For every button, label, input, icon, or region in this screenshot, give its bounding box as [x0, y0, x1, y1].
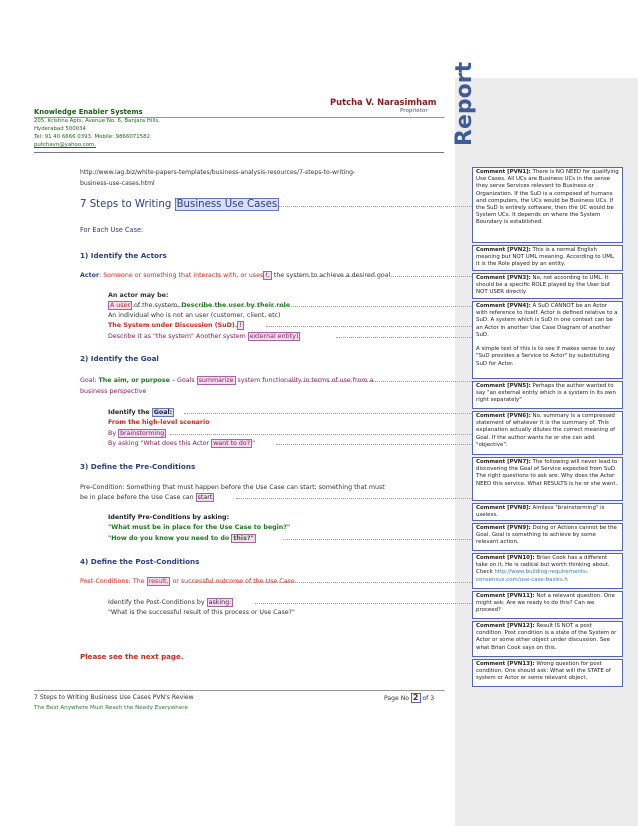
report-label: Report [452, 61, 477, 146]
comment-anchor[interactable]: external entity) [249, 333, 299, 340]
comment-pvn5[interactable]: Comment [PVN5]: Perhaps the author wanted to say "an external entity which is a system in its own right separately" [472, 381, 623, 409]
footer-page-number: Page No 2 of 3 [384, 693, 435, 702]
author-role: Proprietor [400, 108, 428, 114]
precondition-question: "What must be in place for the Use Case to begin?" [108, 524, 291, 531]
comment-anchor[interactable]: result, [148, 578, 169, 585]
section-heading: 3) Define the Pre-Conditions [80, 462, 196, 471]
actor-individual: An individual who is not an user (customer, client, etc) [108, 312, 281, 319]
comment-connector [182, 582, 472, 583]
comment-anchor[interactable]: this?" [233, 535, 254, 542]
comment-connector [296, 276, 472, 277]
company-name: Knowledge Enabler Systems [34, 108, 143, 116]
comment-link[interactable]: http://www.building-requirements-consensus.com/use-case-basics.h [476, 569, 588, 583]
comment-connector [336, 337, 472, 338]
section-heading: 4) Define the Post-Conditions [80, 557, 200, 566]
next-page-note: Please see the next page. [80, 652, 184, 661]
actor-other-system: Describe it as "the system" Another system external entity) [108, 333, 299, 340]
comment-connector [262, 381, 472, 382]
comment-anchor[interactable]: asking: [208, 599, 232, 606]
footer-tagline: The Best Anywhere Must Reach the Needy Everywhere [34, 705, 188, 711]
goal-definition-cont: business perspective [80, 388, 147, 395]
actor-may-be: An actor may be: [108, 292, 169, 299]
postcondition-question: "What is the successful result of this process or Use Case?" [108, 609, 295, 616]
comment-connector [128, 306, 472, 307]
email-link[interactable]: putchavn@yahoo.com, [34, 142, 96, 148]
comment-pvn7[interactable]: Comment [PVN7]: The following will never lead to discovering the Goal of Service expected from SuD. The right questions to ask are: Why does the Actor NEED this service. What RESULTS is he or she want. [472, 457, 623, 501]
comment-anchor[interactable]: brainstorming [120, 430, 165, 437]
precondition-question: "How do you know you need to do this?" [108, 535, 254, 542]
precondition-line: Pre-Condition: Something that must happen before the Use Case can start; something that must [80, 484, 385, 491]
comment-anchor[interactable]: A user [110, 302, 131, 309]
comment-anchor[interactable]: Goal: [153, 409, 173, 416]
comment-connector [170, 434, 472, 435]
address-line: Hyderabad 500034 [34, 126, 86, 132]
section-heading: 2) Identify the Goal [80, 354, 159, 363]
comment-pvn4[interactable]: Comment [PVN4]: A SuD CANNOT be an Actor with reference to itself. Actor is defined relative to a SuD. A system which is SuD in one context can be an Actor in another Use Case Diagram of another SuD. A simple test of this is to see if makes sense to say "SuD provides a Service to Actor" by substituting SuD for Actor. [472, 301, 623, 379]
comment-anchor[interactable]: want to do? [213, 440, 251, 447]
comment-pvn13[interactable]: Comment [PVN13]: Wrong question for post condition. One should ask: What will the STATE of system or Actor or some relevant object. [472, 659, 623, 687]
address-line: Tel: 91 40 6666 0393. Mobile: 9866071582 [34, 134, 150, 140]
comment-pvn12[interactable]: Comment [PVN12]: Result IS NOT a post condition. Post condition is a state of the System or Actor or some other object under discussion. See what Brian Cook says on this. [472, 621, 623, 657]
source-url-line[interactable]: business-use-cases.html [80, 180, 155, 187]
comment-pvn11[interactable]: Comment [PVN11]: Not a relevant question. One might ask: Are we ready to do this? Can we proceed? [472, 591, 623, 619]
comment-anchor[interactable]: start [197, 494, 213, 501]
actor-sud: The System under Discussion (SuD). ! [108, 322, 242, 329]
document-title: 7 Steps to Writing Business Use Cases [80, 199, 278, 210]
comment-connector [266, 326, 472, 327]
comment-connector [236, 498, 472, 499]
goal-asking: By asking "What does this Actor want to do? " [108, 440, 255, 447]
author-name: Putcha V. Narasimham [330, 97, 437, 107]
comment-pvn8[interactable]: Comment [PVN8]: Aimless "brainstorming" is useless. [472, 503, 623, 521]
source-url-line[interactable]: http://www.iag.biz/white-papers-templates/business-analysis-resources/7-steps-to-writing- [80, 169, 356, 176]
comment-connector [184, 413, 472, 414]
comment-pvn6[interactable]: Comment [PVN6]: No, summary is a compressed statement of whatever it is the summary of. This explanation actually dilutes the correct meaning of Goal. If the author wants he or she can add "objective". [472, 411, 623, 455]
address-line: 205, Krishna Apts, Avenue No. 6, Banjara Hills, [34, 118, 160, 124]
comment-pvn10[interactable]: Comment [PVN10]: Brian Cook has a different take on it. He is radical but worth thinking about. Check http://www.building-requirements-consensus.com/use-case-basics.h [472, 553, 623, 589]
goal-definition: Goal: The aim, or purpose – Goals summarize system functionality in terms of use from a [80, 377, 374, 384]
subtitle: For Each Use Case: [80, 226, 144, 234]
comment-anchor[interactable]: summarize [198, 377, 234, 384]
footer-title: 7 Steps to Writing Business Use Cases PVN's Review [34, 694, 194, 701]
comment-connector [276, 444, 472, 445]
actor-user: A user of the system. Describe the user by their role [110, 302, 291, 309]
comment-pvn2[interactable]: Comment [PVN2]: This is a normal English meaning but NOT UML meaning. According to UML it is the Role played by an entity. [472, 245, 623, 271]
identify-goal: Identify the Goal: [108, 409, 173, 416]
header-rule [34, 117, 444, 118]
section-heading: 1) Identify the Actors [80, 251, 167, 260]
comment-anchor[interactable]: Business Use Cases [176, 199, 278, 210]
goal-brainstorm: By brainstorming [108, 430, 165, 437]
goal-high-level: From the high-level scenario [108, 419, 210, 426]
comment-pvn3[interactable]: Comment [PVN3]: No, not according to UML. It should be a specific ROLE played by the User but NOT USER directly. [472, 273, 623, 299]
comment-pvn9[interactable]: Comment [PVN9]: Doing or Actions cannot be the Goal. Goal is something to achieve by some relevant action. [472, 523, 623, 551]
footer-rule [34, 690, 444, 691]
identify-postconditions: Identify the Post-Conditions by asking: [108, 599, 232, 606]
actor-definition: Actor: Someone or something that interacts with, or uses !, the system to achieve a desired goal [80, 272, 391, 279]
header-rule [34, 152, 444, 153]
postcondition-line: Post-Conditions: The result, or successful outcome of the Use Case [80, 578, 295, 585]
identify-preconditions: Identify Pre-Conditions by asking: [108, 514, 230, 521]
comment-pvn1[interactable]: Comment [PVN1]: There is NO NEED for qualifying Use Cases. All UCs are Business UCs in the sense they serve Services relevant to Business or Organization. If the SuD is a composed of humans and computers, the UCs would be Business UCs. If the SuD is entirely software, then the UC would be System UCs. It depends on where the System Boundary is established. [472, 167, 623, 243]
comment-connector [255, 603, 472, 604]
comment-anchor[interactable]: !, [265, 272, 270, 279]
comment-connector [276, 206, 472, 207]
comment-connector [283, 539, 472, 540]
comment-anchor[interactable]: 2 [412, 693, 419, 702]
precondition-line: be in place before the Use Case can start [80, 494, 213, 501]
comment-anchor[interactable]: ! [239, 322, 242, 329]
